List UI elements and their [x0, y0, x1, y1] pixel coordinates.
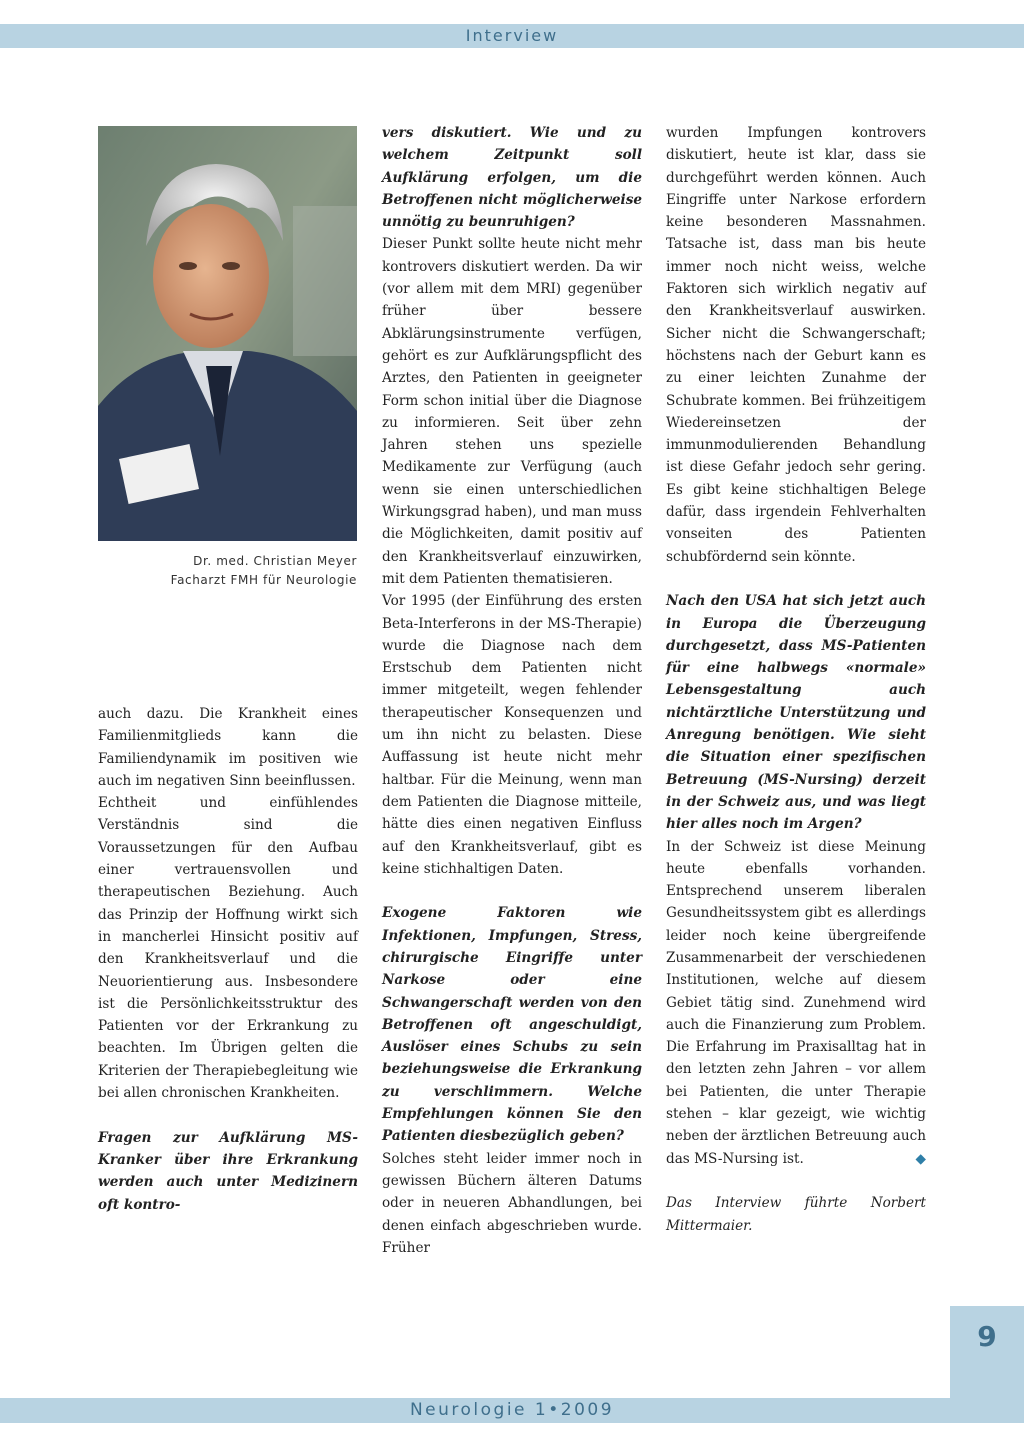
footer-bar — [0, 1398, 1024, 1423]
page-number: 9 — [977, 1320, 997, 1353]
header-bar — [0, 24, 1024, 48]
paragraph: Vor 1995 (der Einführung des ersten Beta-Interferons in der MS-Therapie) wurde die Diagnose nach dem Erstschub dem Patienten nicht immer mitgeteilt, wegen fehlender therapeutischer Konsequenzen und um ihn nicht zu belasten. Diese Auffassung ist heute nicht mehr haltbar. Für die Meinung, wenn man dem Patienten die Diagnose mitteile, hätte dies einen negativen Einfluss auf den Krankheitsverlauf, gibt es keine stichhaltigen Daten. — [382, 593, 642, 877]
end-diamond-icon: ◆ — [915, 1150, 926, 1167]
paragraph: Dieser Punkt sollte heute nicht mehr kontrovers diskutiert werden. Da wir (vor allem mit dem MRI) gegenüber früher über bessere Abklärungsinstrumente verfügen, gehört es zur Aufklärungspflicht des Arztes, den Patienten in geeigneter Form schon initial über die Diagnose zu informieren. Seit über zehn Jahren stehen uns spezielle Medikamente zur Verfügung (auch wenn sie einen unterschiedlichen Wirkungsgrad haben), und man muss die Möglichkeiten, damit positiv auf den Krankheitsverlauf einzuwirken, mit dem Patienten thematisieren. — [382, 236, 642, 587]
page-number-box — [950, 1306, 1024, 1398]
question: Fragen zur Aufklärung MS-Kranker über ihre Erkrankung werden auch unter Medizinern oft kontro- — [98, 1129, 358, 1213]
paragraph — [666, 836, 926, 1170]
question: Exogene Faktoren wie Infektionen, Impfungen, Stress, chirurgische Eingriffe unter Narkose oder eine Schwangerschaft werden von den Betroffenen oft angeschuldigt, Auslöser eines Schubs zu sein beziehungsweise die Erkrankung zu verschlimmern. Welche Empfehlungen können Sie den Patienten diesbezüglich geben? — [382, 905, 642, 1145]
question: Nach den USA hat sich jetzt auch in Europa die Überzeugung durchgesetzt, dass MS-Patienten für eine halbwegs «normale» Lebensgestaltung auch nichtärztliche Unterstützung und Anregung benötigen. Wie sieht die Situation einer spezifischen Betreuung (MS-Nursing) derzeit in der Schweiz aus, und was liegt hier alles noch im Argen? — [666, 593, 926, 833]
paragraph: wurden Impfungen kontrovers diskutiert, heute ist klar, dass sie durchgeführt werden können. Auch Eingriffe unter Narkose erfordern keine besonderen Massnahmen. Tatsache ist, dass man bis heute immer noch nicht weiss, welche Faktoren sich wirklich negativ auf den Krankheitsverlauf auswirken. Sicher nicht die Schwangerschaft; höchstens nach der Geburt kann es zu einer leichten Zunahme der Schubrate kommen. Bei frühzeitigem Wiedereinsetzen der immunmodulierenden Behandlung ist diese Gefahr jedoch sehr gering. Es gibt keine stichhaltigen Belege dafür, dass irgendein Fehlverhalten vonseiten des Patienten schubfördernd sein könnte. — [666, 125, 926, 565]
column-1 — [98, 703, 358, 1216]
column-3 — [666, 122, 926, 1237]
photo-caption — [98, 552, 357, 590]
paragraph: Solches steht leider immer noch in gewissen Büchern älteren Datums oder in neueren Abhandlungen, bei denen einfach abgeschrieben wurde. Früher — [382, 1150, 642, 1256]
paragraph: auch dazu. Die Krankheit eines Familienmitglieds kann die Familiendynamik im positiven wie auch im negativen Sinn beeinflussen. — [98, 706, 358, 789]
caption-name: Dr. med. Christian Meyer — [193, 554, 357, 568]
journal-issue: Neurologie 1•2009 — [409, 1400, 615, 1420]
portrait-photo — [98, 126, 357, 541]
caption-title: Facharzt FMH für Neurologie — [170, 573, 357, 587]
interview-signature: Das Interview führte Norbert Mittermaier. — [666, 1195, 926, 1234]
question: vers diskutiert. Wie und zu welchem Zeitpunkt soll Aufklärung erfolgen, um die Betroffenen nicht möglicherweise unnötig zu beunruhigen? — [382, 125, 642, 231]
column-2 — [382, 122, 642, 1259]
section-title: Interview — [465, 26, 559, 45]
portrait-image — [98, 126, 357, 541]
paragraph: Echtheit und einfühlendes Verständnis sind die Voraussetzungen für den Aufbau einer vertrauensvollen und therapeutischen Beziehung. Auch das Prinzip der Hoffnung wirkt sich in mancherlei Hinsicht positiv auf den Krankheitsverlauf und die Neuorientierung aus. Insbesondere ist die Persönlichkeitsstruktur des Patienten vor der Erkrankung zu beachten. Im Übrigen gelten die Kriterien der Therapiebegleitung wie bei allen chronischen Krankheiten. — [98, 795, 358, 1102]
paragraph-text: In der Schweiz ist diese Meinung heute ebenfalls vorhanden. Entsprechend unserem liberalen Gesundheitssystem gibt es allerdings leider noch keine übergreifende Zusammenarbeit der verschiedenen Institutionen, welche auf diesem Gebiet tätig sind. Zunehmend wird auch die Finanzierung zum Problem. Die Erfahrung im Praxisalltag hat in den letzten zehn Jahren – vor allem bei Patienten, die unter Therapie stehen – klar gezeigt, wie wichtig neben der ärztlichen Betreuung auch das MS-Nursing ist. — [666, 838, 926, 1167]
